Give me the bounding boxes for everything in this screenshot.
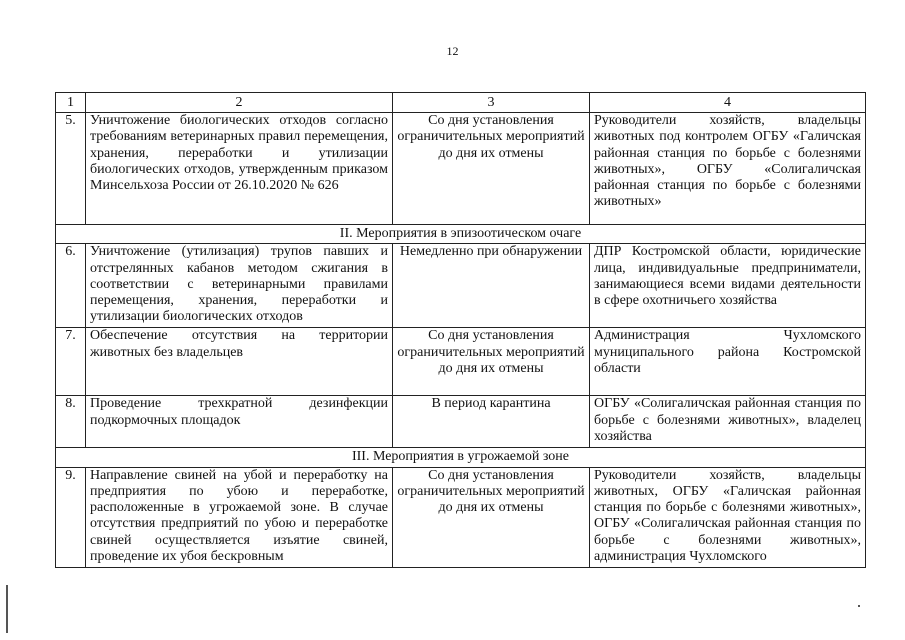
- row-term: Немедленно при обнаружении: [393, 244, 590, 328]
- row-number: 7.: [56, 328, 86, 396]
- row-term: В период карантина: [393, 396, 590, 448]
- page-number: 12: [446, 44, 459, 58]
- table-row: [56, 396, 866, 448]
- header-cell: 3: [393, 93, 590, 113]
- row-number: 6.: [56, 244, 86, 328]
- table-header-row: [56, 93, 866, 113]
- row-action: Уничтожение биологических отходов согласно требованиям ветеринарных правил перемещения, хранения, переработки и утилизации биологических отходов, утвержденным приказом Минсельхоза России от 26.10.2020 № 626: [86, 113, 393, 225]
- row-term: Со дня установления ограничительных мероприятий до дня их отмены: [393, 467, 590, 567]
- header-cell: 4: [590, 93, 866, 113]
- row-responsible: Руководители хозяйств, владельцы животных под контролем ОГБУ «Галичская районная станция по борьбе с болезнями животных», ОГБУ «Солигаличская районная станция по борьбе с болезнями животных»: [590, 113, 866, 225]
- header-cell: 2: [86, 93, 393, 113]
- table-row: [56, 328, 866, 396]
- scan-edge-mark: [6, 585, 8, 633]
- row-action: Направление свиней на убой и переработку на предприятия по убою и переработке, расположенные в угрожаемой зоне. В случае отсутствия предприятий по убою и переработке свиней осуществляется изъятие свиней, проведение их убоя бескровным: [86, 467, 393, 567]
- header-cell: 1: [56, 93, 86, 113]
- row-responsible: ДПР Костромской области, юридические лица, индивидуальные предприниматели, занимающиеся всеми видами деятельности в сфере охотничьего хозяйства: [590, 244, 866, 328]
- scan-dust-mark: [858, 605, 860, 607]
- measures-table: [55, 92, 866, 568]
- row-term: Со дня установления ограничительных мероприятий до дня их отмены: [393, 328, 590, 396]
- section-row: [56, 448, 866, 467]
- row-number: 9.: [56, 467, 86, 567]
- row-action: Проведение трехкратной дезинфекции подкормочных площадок: [86, 396, 393, 448]
- table-row: [56, 467, 866, 567]
- row-term: Со дня установления ограничительных мероприятий до дня их отмены: [393, 113, 590, 225]
- row-responsible: ОГБУ «Солигаличская районная станция по борьбе с болезнями животных», владелец хозяйства: [590, 396, 866, 448]
- row-number: 8.: [56, 396, 86, 448]
- row-responsible: Администрация Чухломского муниципального района Костромской области: [590, 328, 866, 396]
- section-row: [56, 225, 866, 244]
- row-action: Уничтожение (утилизация) трупов павших и отстрелянных кабанов методом сжигания в соответствии с ветеринарными правилами перемещения, хранения, переработки и утилизации биологических отходов: [86, 244, 393, 328]
- row-number: 5.: [56, 113, 86, 225]
- row-responsible: Руководители хозяйств, владельцы животных, ОГБУ «Галичская районная станция по борьбе с болезнями животных», ОГБУ «Солигаличская районная станция по борьбе с болезнями животных», администрация Чухломского: [590, 467, 866, 567]
- section-title: II. Мероприятия в эпизоотическом очаге: [56, 225, 866, 244]
- section-title: III. Мероприятия в угрожаемой зоне: [56, 448, 866, 467]
- table-row: [56, 244, 866, 328]
- table-row: [56, 113, 866, 225]
- row-action: Обеспечение отсутствия на территории животных без владельцев: [86, 328, 393, 396]
